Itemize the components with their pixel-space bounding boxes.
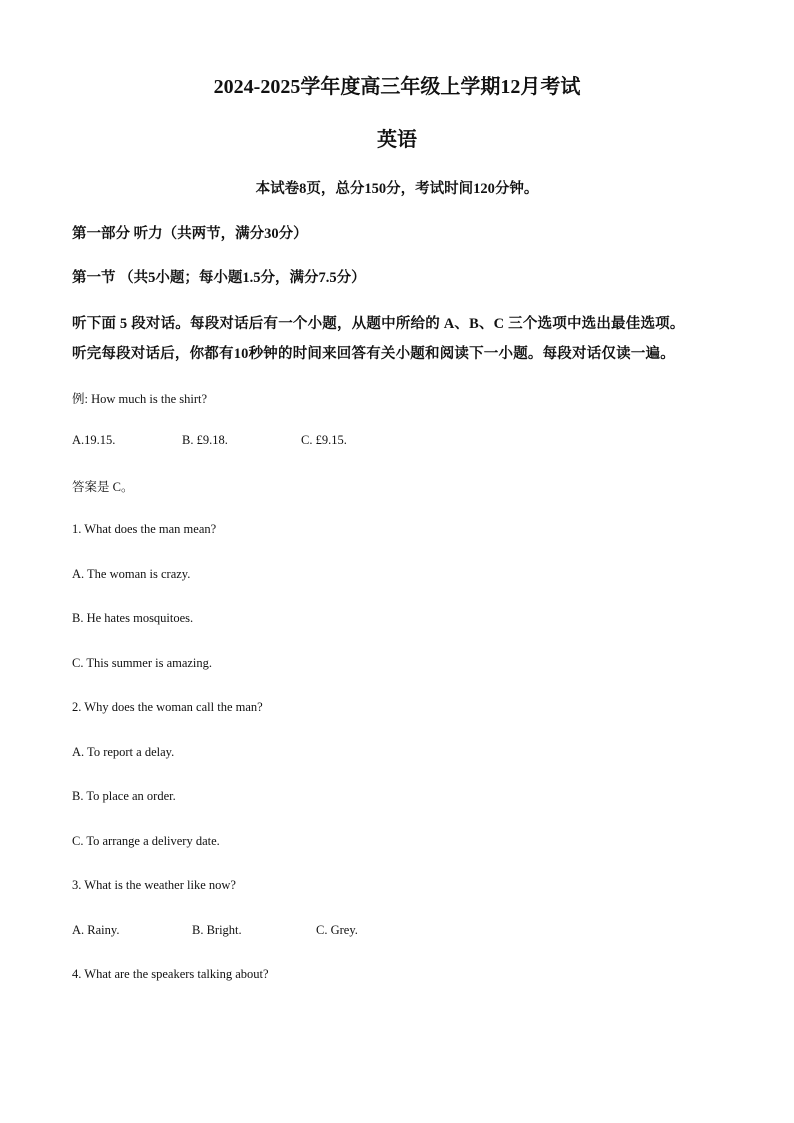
question-1-option-c: C. This summer is amazing.	[72, 656, 213, 670]
question-2-option-a: A. To report a delay.	[72, 745, 175, 759]
example-question: 例: How much is the shirt?	[72, 392, 208, 406]
option-a: A. Rainy.	[72, 923, 120, 937]
option-a: A.19.15.	[72, 433, 116, 447]
option-c: C. Grey.	[316, 923, 358, 937]
subject-title: 英语	[377, 129, 417, 151]
instruction-line: 听完每段对话后，你都有10秒钟的时间来回答有关小题和阅读下一小题。每段对话仅读一遍。	[72, 346, 675, 362]
option-b: B. Bright.	[192, 923, 242, 937]
question-4: 4. What are the speakers talking about?	[72, 967, 269, 981]
question-1: 1. What does the man mean?	[72, 522, 217, 536]
exam-info: 本试卷8页，总分150分，考试时间120分钟。	[255, 181, 539, 197]
option-c: C. £9.15.	[301, 433, 347, 447]
question-1-option-a: A. The woman is crazy.	[72, 567, 191, 581]
section-title: 第一节 （共5小题；每小题1.5分，满分7.5分）	[72, 270, 366, 286]
question-1-option-b: B. He hates mosquitoes.	[72, 611, 194, 625]
option-b: B. £9.18.	[182, 433, 228, 447]
question-3: 3. What is the weather like now?	[72, 878, 236, 892]
instruction-line: 听下面 5 段对话。每段对话后有一个小题，从题中所给的 A、B、C 三个选项中选出最佳选项。	[72, 316, 685, 332]
question-2-option-c: C. To arrange a delivery date.	[72, 834, 220, 848]
example-answer: 答案是 C。	[72, 480, 134, 494]
exam-title: 2024-2025学年度高三年级上学期12月考试	[213, 76, 581, 98]
part-title: 第一部分 听力（共两节，满分30分）	[72, 226, 308, 242]
question-2-option-b: B. To place an order.	[72, 789, 176, 803]
question-2: 2. Why does the woman call the man?	[72, 700, 263, 714]
